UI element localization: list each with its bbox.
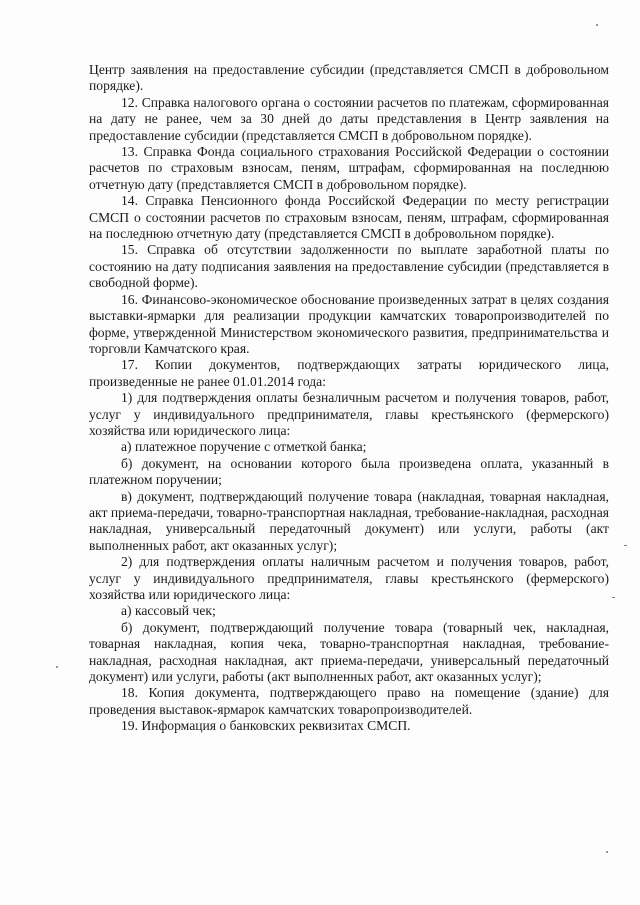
paragraph-item-17: 17. Копии документов, подтверждающих затраты юридического лица, произведенные не ранее 01.01.2014 года: [89,357,609,389]
document-body [89,62,609,735]
paragraph-subitem-17-2: 2) для подтверждения оплаты наличным расчетом и получения товаров, работ, услуг у индивидуального предпринимателя, главы крестьянского (фермерского) хозяйства или юридического лица: [89,554,609,602]
scan-speck [624,545,627,546]
paragraph-item-15: 15. Справка об отсутствии задолженности по выплате заработной платы по состоянию на дату подписания заявления на предоставление субсидии (представляется в свободной форме). [89,242,609,291]
scan-speck [612,597,615,598]
scan-speck [56,666,58,668]
paragraph-item-13: 13. Справка Фонда социального страхования Российской Федерации о состоянии расчетов по страховым взносам, пеням, штрафам, сформированная на последнюю отчетную дату (представляется СМСП в добровольном порядке). [89,144,609,192]
paragraph-item-18: 18. Копия документа, подтверждающего право на помещение (здание) для проведения выставок-ярмарок камчатских товаропроизводителей. [89,685,609,717]
scan-speck [596,24,598,26]
scan-speck [606,851,608,853]
paragraph-item-14: 14. Справка Пенсионного фонда Российской Федерации по месту регистрации СМСП о состоянии расчетов по страховым взносам, пеням, штрафам, сформированная на последнюю отчетную дату (представляется СМСП в добровольном порядке). [89,193,609,242]
paragraph-item-16: 16. Финансово-экономическое обоснование произведенных затрат в целях создания выставки-ярмарки для реализации продукции камчатских товаропроизводителей по форме, утвержденной Министерством экономического развития, предпринимательства и торговли Камчатского края. [89,291,609,356]
paragraph-subitem-17-1-b: б) документ, на основании которого была произведена оплата, указанный в платежном поручении; [89,455,609,488]
paragraph-subitem-17-2-a: а) кассовый чек; [121,603,216,619]
paragraph-subitem-17-2-b: б) документ, подтверждающий получение товара (товарный чек, накладная, товарная накладная, копия чека, товарно-транспортная накладная, требование-накладная, расходная накладная, акт приема-передачи, универсальный передаточный документ) или услуги, работы (акт выполненных работ, акт оказанных услуг); [89,619,609,685]
paragraph-subitem-17-1-v: в) документ, подтверждающий получение товара (накладная, товарная накладная, акт приема-передачи, товарно-транспортная накладная, требование-накладная, расходная накладная, универсальный передаточный документ) или услуги, работы (акт выполненных работ, акт оказанных услуг); [89,488,609,553]
paragraph-item-12: 12. Справка налогового органа о состоянии расчетов по платежам, сформированная на дату не ранее, чем за 30 дней до даты представления в Центр заявления на предоставление субсидии (представляется СМСП в добровольном порядке). [89,94,609,143]
paragraph-subitem-17-1-a: а) платежное поручение с отметкой банка; [121,439,367,455]
paragraph-subitem-17-1: 1) для подтверждения оплаты безналичным расчетом и получения товаров, работ, услуг у индивидуального предпринимателя, главы крестьянского (фермерского) хозяйства или юридического лица: [89,390,609,438]
paragraph-item-19: 19. Информация о банковских реквизитах СМСП. [121,718,411,734]
paragraph-continuation: Центр заявления на предоставление субсидии (представляется СМСП в добровольном порядке). [89,62,609,94]
